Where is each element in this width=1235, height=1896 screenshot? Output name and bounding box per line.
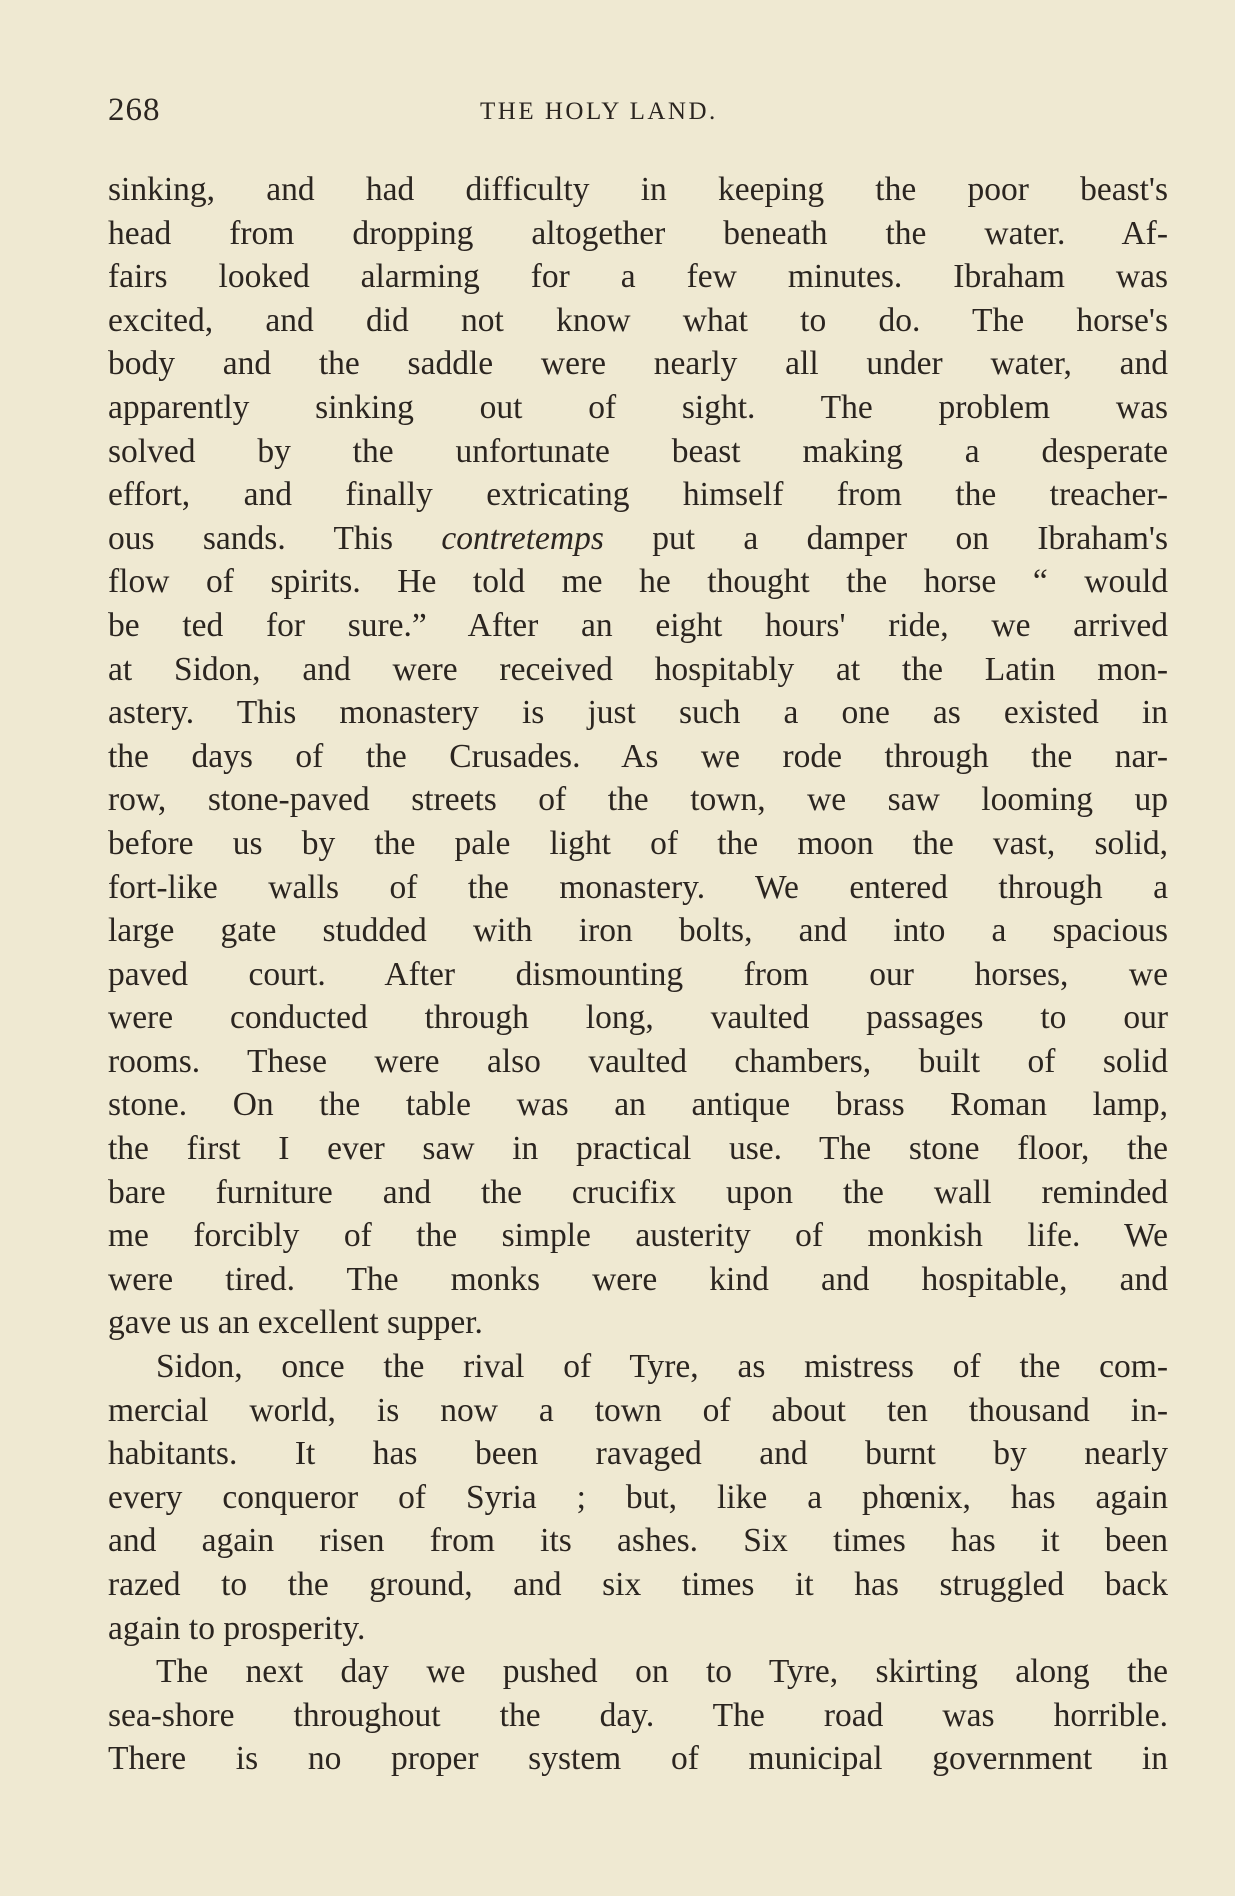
text-line: the days of the Crusades. As we rode through the nar- <box>108 737 1168 775</box>
text-segment: put a damper on Ibraham's <box>603 519 1168 557</box>
text-line: excited, and did not know what to do. The horse's <box>108 301 1168 339</box>
text-line: apparently sinking out of sight. The problem was <box>108 388 1168 426</box>
text-line: every conqueror of Syria ; but, like a phœnix, has again <box>108 1478 1168 1516</box>
text-line: were tired. The monks were kind and hospitable, and <box>108 1260 1168 1298</box>
text-line: paved court. After dismounting from our horses, we <box>108 955 1168 993</box>
text-line: fairs looked alarming for a few minutes. Ibraham was <box>108 258 1168 296</box>
text-line: were conducted through long, vaulted passages to our <box>108 999 1168 1037</box>
text-line: the first I ever saw in practical use. The stone floor, the <box>108 1130 1168 1168</box>
text-line: rooms. These were also vaulted chambers, built of solid <box>108 1042 1168 1080</box>
text-line: astery. This monastery is just such a one as existed in <box>108 694 1168 732</box>
text-line: at Sidon, and were received hospitably at the Latin mon- <box>108 650 1168 688</box>
paragraph-end-line: gave us an excellent supper. <box>108 1304 483 1342</box>
italic-term: contretemps <box>441 519 604 557</box>
text-line: sinking, and had difficulty in keeping the poor beast's <box>108 171 1168 208</box>
text-line <box>108 517 1168 561</box>
text-line: fort-like walls of the monastery. We entered through a <box>108 868 1168 906</box>
text-line: bare furniture and the crucifix upon the wall reminded <box>108 1173 1168 1211</box>
text-line: solved by the unfortunate beast making a desperate <box>108 432 1168 470</box>
page-number: 268 <box>108 92 161 128</box>
paragraph-end-line: again to prosperity. <box>108 1609 366 1647</box>
text-line: and again risen from its ashes. Six times has it been <box>108 1522 1168 1560</box>
text-line: mercial world, is now a town of about ten thousand in- <box>108 1391 1168 1429</box>
text-line: effort, and finally extricating himself from the treacher- <box>108 476 1168 514</box>
body-text <box>108 168 1168 1781</box>
text-line: row, stone-paved streets of the town, we saw looming up <box>108 781 1168 819</box>
text-line: body and the saddle were nearly all under water, and <box>108 345 1168 383</box>
text-line: razed to the ground, and six times it has struggled back <box>108 1566 1168 1603</box>
text-line: habitants. It has been ravaged and burnt by nearly <box>108 1435 1168 1473</box>
page-header <box>108 92 1168 132</box>
text-line: large gate studded with iron bolts, and into a spacious <box>108 912 1168 950</box>
running-title: THE HOLY LAND. <box>480 98 718 125</box>
paragraph-start-line: The next day we pushed on to Tyre, skirting along the <box>156 1653 1168 1691</box>
text-line: stone. On the table was an antique brass Roman lamp, <box>108 1086 1168 1124</box>
text-line: sea-shore throughout the day. The road was horrible. <box>108 1696 1168 1734</box>
text-line: flow of spirits. He told me he thought the horse “ would <box>108 563 1168 601</box>
text-line: before us by the pale light of the moon the vast, solid, <box>108 824 1168 862</box>
text-segment: ous sands. This <box>108 519 442 557</box>
text-line: be ted for sure.” After an eight hours' ride, we arrived <box>108 606 1168 644</box>
text-line: There is no proper system of municipal government in <box>108 1740 1168 1778</box>
text-line: head from dropping altogether beneath the water. Af- <box>108 214 1168 252</box>
text-line: me forcibly of the simple austerity of monkish life. We <box>108 1217 1168 1255</box>
paragraph-start-line: Sidon, once the rival of Tyre, as mistress of the com- <box>156 1348 1168 1386</box>
